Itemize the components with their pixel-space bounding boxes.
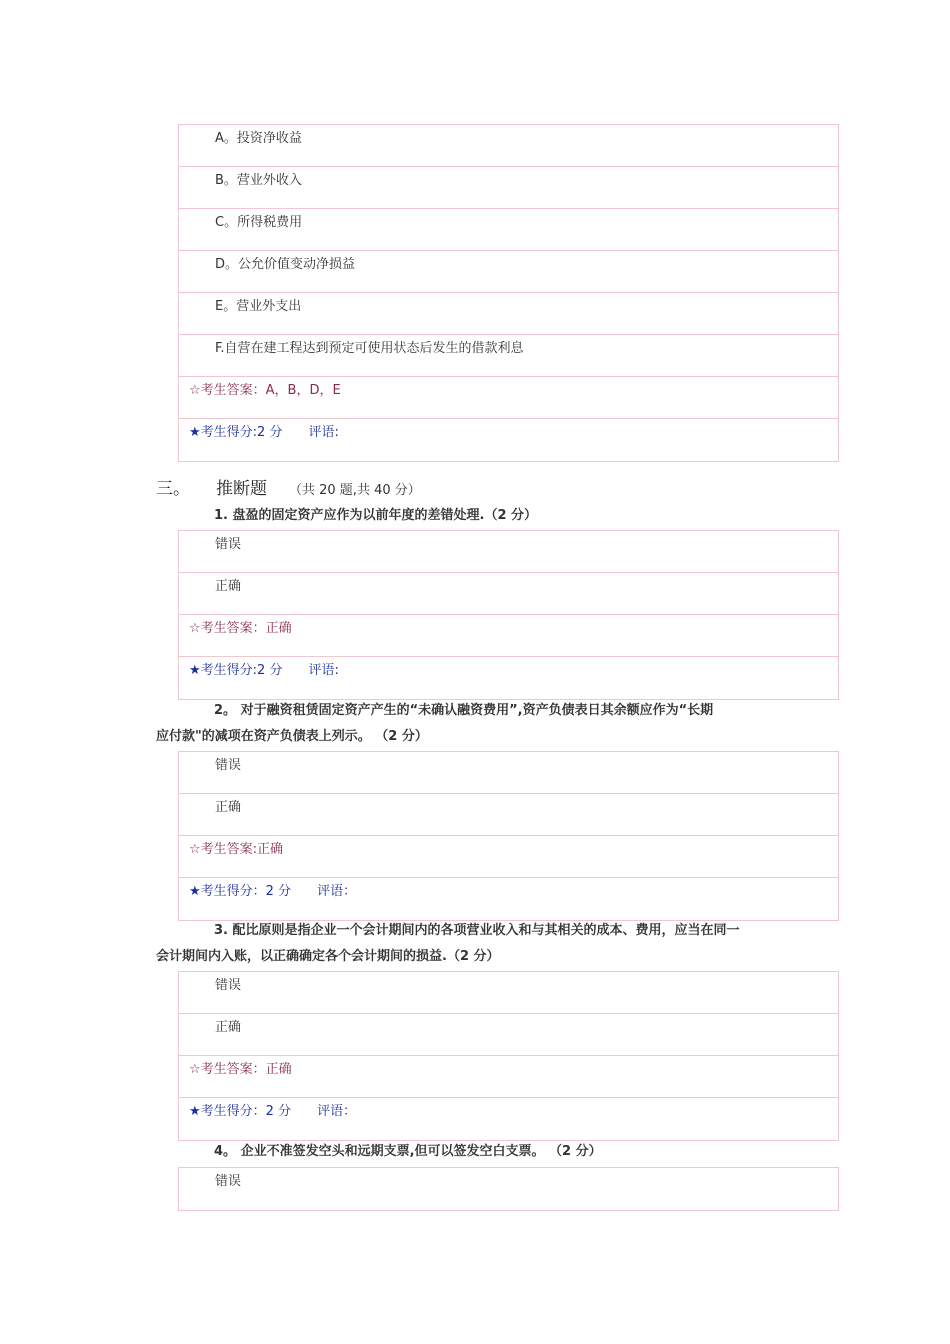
section-title: 推断题 [216,479,267,499]
option-wrong[interactable] [179,972,838,1014]
student-score [179,419,838,461]
option-label: 错误 [215,978,242,993]
student-answer [179,836,838,878]
option-f[interactable] [179,335,838,377]
comment-label: 评语： [317,1104,357,1119]
option-label: D。公允价值变动净损益 [215,257,356,272]
question-line [156,944,796,970]
question-stem-cont: 应付款"的减项在资产负债表上列示。 （2 分） [156,729,428,744]
section-heading [156,477,421,501]
answer-text: ☆考生答案：正确 [189,1062,292,1077]
question-stem: 3. 配比原则是指企业一个会计期间内的各项营业收入和与其相关的成本、费用，应当在同一 [214,923,740,938]
option-label: 错误 [215,758,242,773]
option-label: 正确 [215,800,242,815]
question-stem: 2。 对于融资租赁固定资产产生的“未确认融资费用”,资产负债表日其余额应作为“长期 [214,703,714,718]
score-text: ★考生得分:2 分 [189,663,283,678]
option-d[interactable] [179,251,838,293]
question-1-text [156,503,796,529]
student-answer [179,377,838,419]
question-line [156,503,796,529]
option-c[interactable] [179,209,838,251]
option-label: B。营业外收入 [215,173,302,188]
option-wrong[interactable] [179,1168,838,1210]
question-line [156,1139,796,1165]
option-correct[interactable] [179,573,838,615]
answer-text: ☆考生答案：A，B，D，E [189,383,341,398]
comment-label: 评语: [308,425,339,440]
question-line [156,918,796,944]
question-stem: 1. 盘盈的固定资产应作为以前年度的差错处理.（2 分） [214,508,538,523]
option-label: F.自营在建工程达到预定可使用状态后发生的借款利息 [215,341,524,356]
option-label: E。营业外支出 [215,299,302,314]
student-answer [179,615,838,657]
option-e[interactable] [179,293,838,335]
comment-label: 评语: [308,663,339,678]
answer-text: ☆考生答案：正确 [189,621,292,636]
question-3-box [178,971,839,1141]
option-correct[interactable] [179,1014,838,1056]
student-score [179,1098,838,1140]
option-label: 正确 [215,579,242,594]
question-stem-cont: 会计期间内入账，以正确确定各个会计期间的损益.（2 分） [156,949,500,964]
student-score [179,657,838,699]
question-2-text [156,698,796,750]
question-4-text [156,1139,796,1165]
question-line [156,724,796,750]
section-count: （共 20 题,共 40 分） [289,483,421,498]
question-4-box [178,1167,839,1211]
student-answer [179,1056,838,1098]
option-wrong[interactable] [179,752,838,794]
student-score [179,878,838,920]
score-text: ★考生得分:2 分 [189,425,283,440]
question-0-box [178,124,839,462]
question-1-box [178,530,839,700]
option-wrong[interactable] [179,531,838,573]
score-text: ★考生得分：2 分 [189,1104,292,1119]
score-text: ★考生得分：2 分 [189,884,292,899]
comment-label: 评语： [317,884,357,899]
option-label: 正确 [215,1020,242,1035]
option-label: C。所得税费用 [215,215,303,230]
option-b[interactable] [179,167,838,209]
option-a[interactable] [179,125,838,167]
question-line [156,698,796,724]
option-label: 错误 [215,1174,242,1189]
option-label: A。投资净收益 [215,131,302,146]
option-correct[interactable] [179,794,838,836]
question-3-text [156,918,796,970]
question-stem: 4。 企业不准签发空头和远期支票,但可以签发空白支票。 （2 分） [214,1144,602,1159]
section-number: 三。 [156,479,190,499]
option-label: 错误 [215,537,242,552]
question-2-box [178,751,839,921]
answer-text: ☆考生答案:正确 [189,842,284,857]
